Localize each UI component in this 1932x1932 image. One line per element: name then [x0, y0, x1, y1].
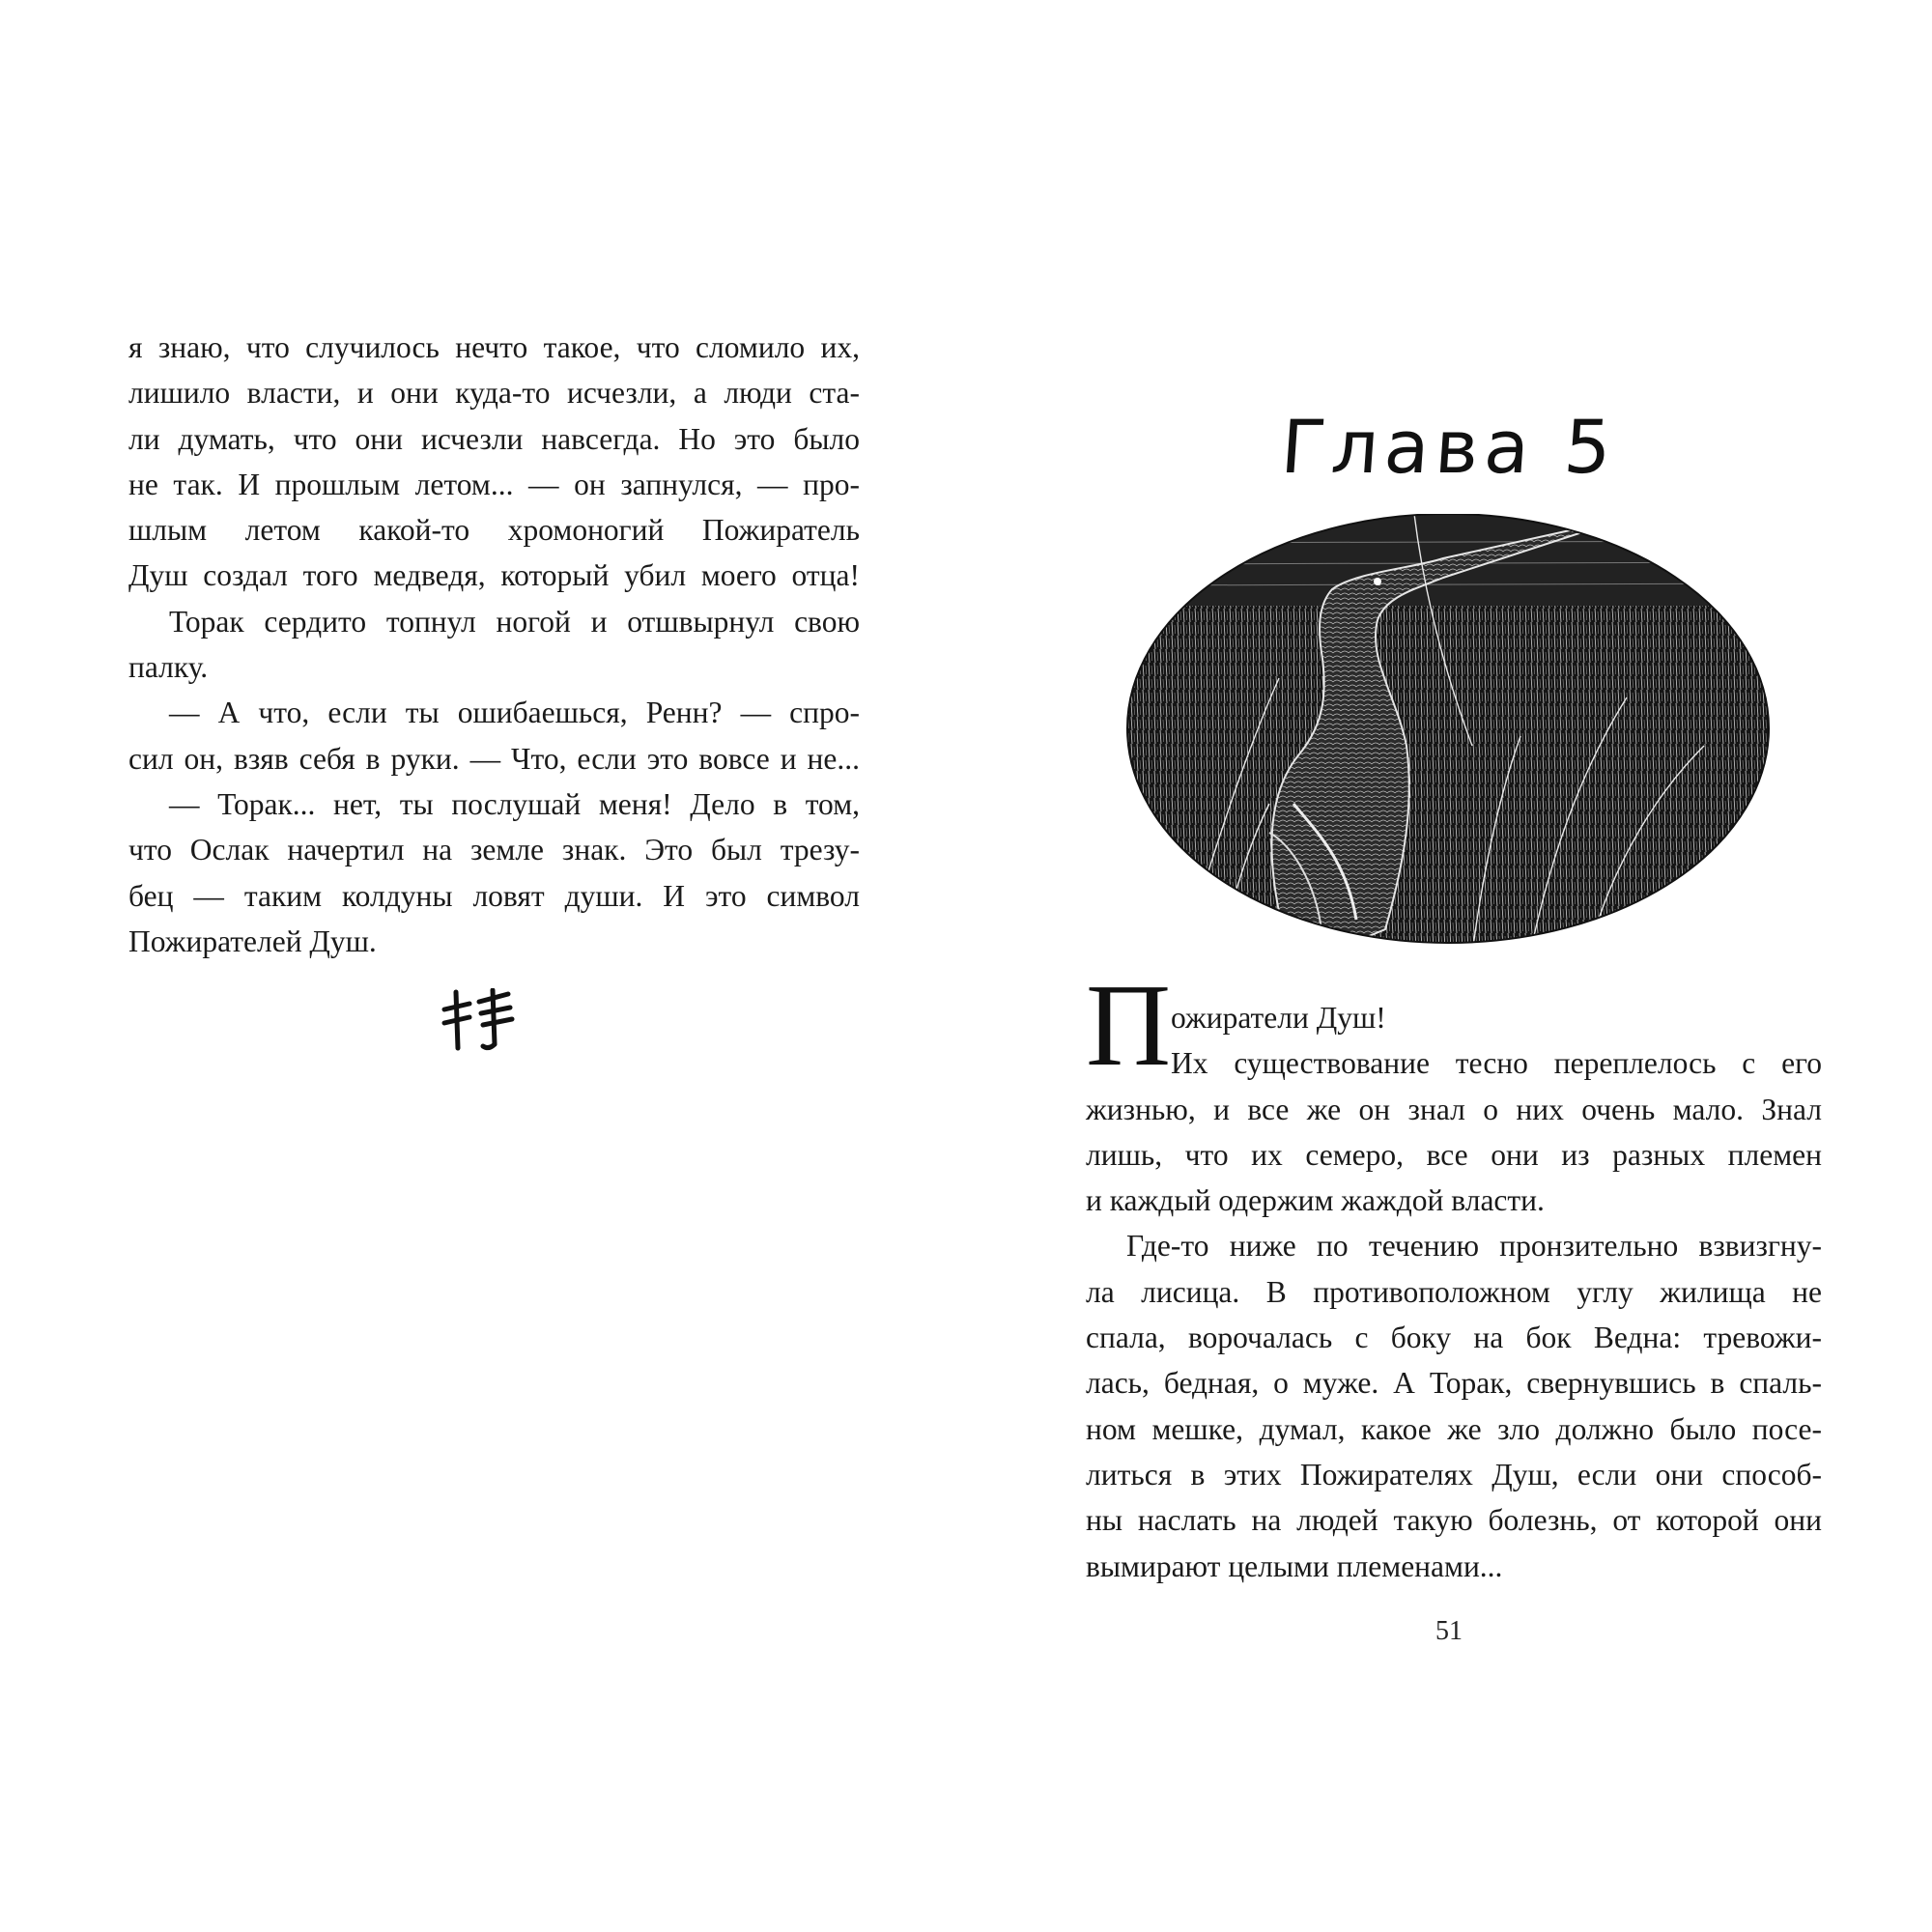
text-line: вымирают целыми племенами... [1086, 1548, 1503, 1583]
text-line: ли думать, что они исчезли навсегда. Но это было [128, 421, 860, 456]
text-line: не так. И прошлым летом... — он запнулся, — про- [128, 467, 860, 501]
text-line: Их существование тесно переплелось с его [1171, 1046, 1822, 1081]
right-page [966, 0, 1932, 1932]
chapter-title: Глава 5 [1278, 404, 1620, 490]
text-line: Пожирателей Душ. [128, 923, 377, 958]
text-line: что Ослак начертил на земле знак. Это был трезу- [128, 833, 860, 867]
text-line: лишило власти, и они куда-то исчезли, а люди ста- [128, 376, 860, 411]
text-line: ном мешке, думал, какое же зло должно было посе- [1086, 1411, 1822, 1446]
page-number: 51 [1435, 1616, 1463, 1646]
text-line: я знаю, что случилось нечто такое, что сломило их, [128, 330, 860, 364]
text-line: и каждый одержим жаждой власти. [1086, 1183, 1545, 1218]
text-line: палку. [128, 650, 209, 685]
text-line: — А что, если ты ошибаешься, Ренн? — спро- [169, 696, 860, 730]
text-line: бец — таким колдуны ловят души. И это символ [128, 878, 860, 913]
text-line: — Торак... нет, ты послушай меня! Дело в том, [169, 786, 860, 821]
left-page-text [128, 325, 860, 964]
text-line: спала, ворочалась с боку на бок Ведна: тревожи- [1086, 1321, 1822, 1355]
text-line: ожиратели Душ! [1171, 1001, 1386, 1035]
text-line: Торак сердито топнул ногой и отшвырнул свою [169, 604, 860, 639]
text-line: ла лисица. В противоположном углу жилища не [1086, 1274, 1822, 1309]
text-line: шлым летом какой-то хромоногий Пожиратель [128, 513, 860, 548]
text-line: лишь, что их семеро, все они из разных племен [1086, 1137, 1822, 1172]
text-line: ны наслать на людей такую болезнь, от которой они [1086, 1503, 1822, 1538]
drop-cap: П [1086, 960, 1172, 1091]
text-line: сил он, взяв себя в руки. — Что, если это вовсе и не... [128, 741, 860, 776]
heron-in-reeds-illustration [1124, 514, 1781, 953]
text-line: литься в этих Пожирателях Душ, если они способ- [1086, 1457, 1822, 1492]
text-line: жизнью, и все же он знал о них очень мало. Знал [1086, 1092, 1822, 1126]
trident-runes-icon [437, 988, 522, 1052]
right-page-text [1086, 995, 1822, 1589]
text-line: Где-то ниже по течению пронзительно взвизгну- [1126, 1229, 1822, 1264]
text-line: лась, бедная, о муже. А Торак, свернувшись в спаль- [1086, 1366, 1822, 1401]
text-line: Душ создал того медведя, который убил моего отца! [128, 558, 860, 593]
